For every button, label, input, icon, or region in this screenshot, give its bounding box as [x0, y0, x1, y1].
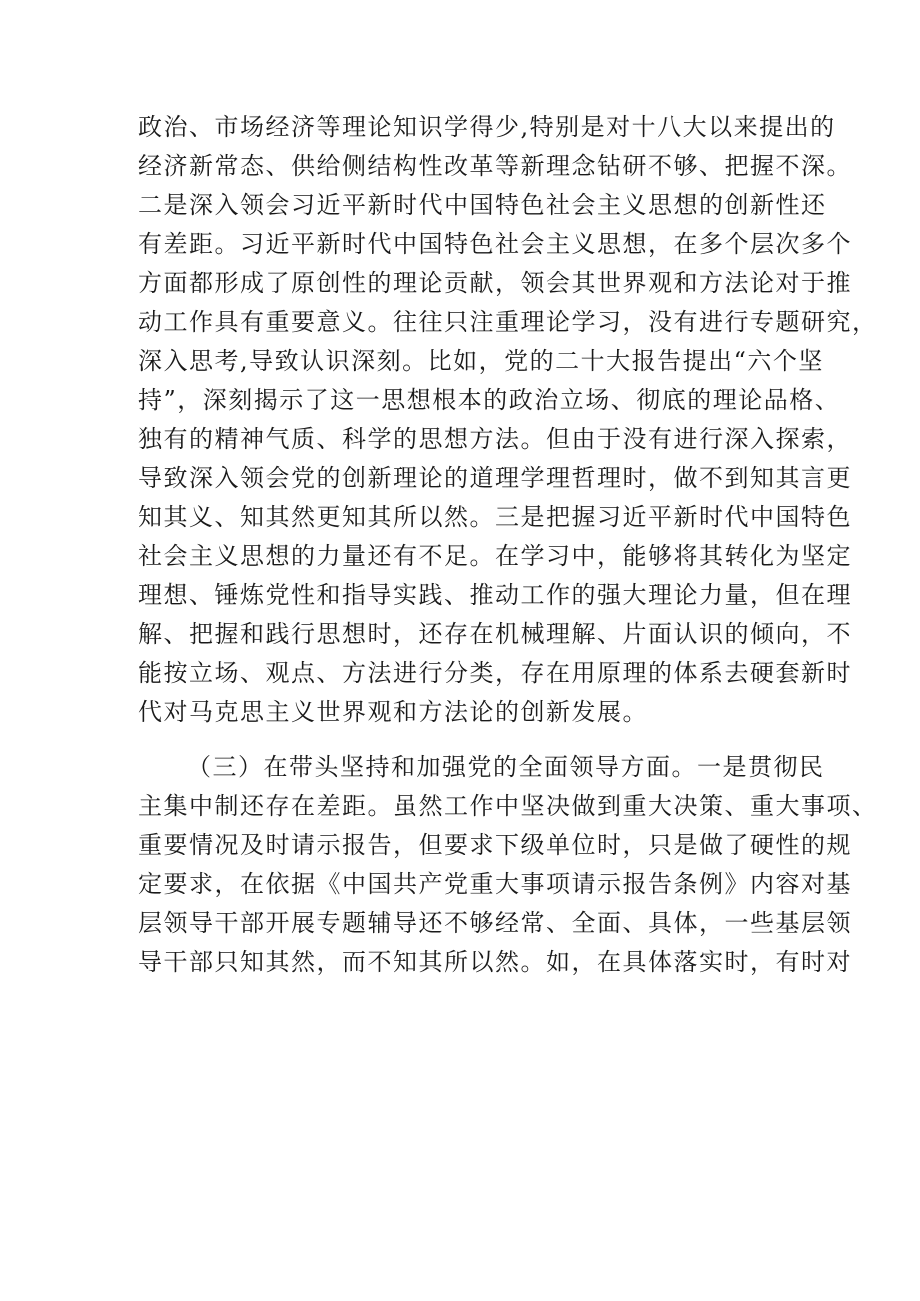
text-line-last: 代对马克思主义世界观和方法论的创新发展。	[138, 698, 648, 726]
text-line: 能按立场、观点、方法进行分类，存在用原理的体系去硬套新时	[138, 659, 852, 687]
text-line: 层领导干部开展专题辅导还不够经常、全面、具体，一些基层领	[138, 909, 852, 937]
text-line: 导干部只知其然，而不知其所以然。如，在具体落实时，有时对	[138, 948, 852, 976]
text-line: 社会主义思想的力量还有不足。在学习中，能够将其转化为坚定	[138, 542, 852, 570]
text-line: 经济新常态、供给侧结构性改革等新理念钻研不够、把握不深。	[138, 152, 852, 180]
text-line: 独有的精神气质、科学的思想方法。但由于没有进行深入探索，	[138, 425, 852, 453]
text-line: 定要求，在依据《中国共产党重大事项请示报告条例》内容对基	[138, 870, 852, 898]
text-line: 解、把握和践行思想时，还存在机械理解、片面认识的倾向，不	[138, 620, 852, 648]
text-line: 政治、市场经济等理论知识学得少,特别是对十八大以来提出的	[138, 113, 836, 141]
paragraph-gap	[138, 732, 798, 748]
text-line: 持”，深刻揭示了这一思想根本的政治立场、彻底的理论品格、	[138, 386, 841, 414]
text-line: 二是深入领会习近平新时代中国特色社会主义思想的创新性还	[138, 191, 827, 219]
text-line: 知其义、知其然更知其所以然。三是把握习近平新时代中国特色	[138, 503, 852, 531]
text-line: 主集中制还存在差距。虽然工作中坚决做到重大决策、重大事项、	[138, 792, 878, 820]
text-line: 理想、锤炼党性和指导实践、推动工作的强大理论力量，但在理	[138, 581, 852, 609]
section-heading-line: （三）在带头坚持和加强党的全面领导方面。一是贯彻民	[187, 753, 825, 781]
document-body	[138, 108, 878, 982]
text-line: 深入思考,导致认识深刻。比如，党的二十大报告提出“六个坚	[138, 347, 824, 375]
text-line: 有差距。习近平新时代中国特色社会主义思想，在多个层次多个	[138, 230, 852, 258]
text-line: 方面都形成了原创性的理论贡献，领会其世界观和方法论对于推	[138, 269, 852, 297]
text-line: 导致深入领会党的创新理论的道理学理哲理时，做不到知其言更	[138, 464, 852, 492]
text-line: 重要情况及时请示报告，但要求下级单位时，只是做了硬性的规	[138, 831, 852, 859]
text-line: 动工作具有重要意义。往往只注重理论学习，没有进行专题研究，	[138, 308, 878, 336]
